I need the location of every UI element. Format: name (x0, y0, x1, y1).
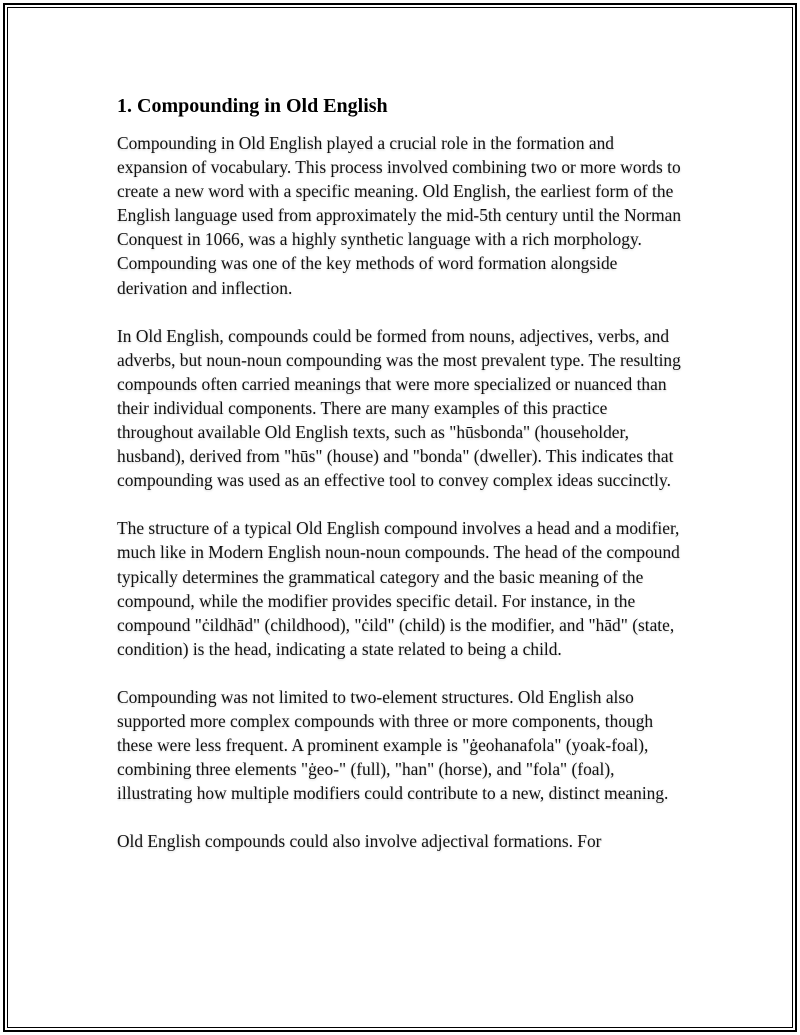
document-body (117, 92, 687, 877)
paragraph-1: Compounding in Old English played a crucial role in the formation and expansion of vocabulary. This process involved combining two or more words to create a new word with a specific meaning. Old English, the earliest form of the English language used from approximately the mid-5th century until the Norman Conquest in 1066, was a highly synthetic language with a rich morphology. Compounding was one of the key methods of word formation alongside derivation and inflection. (117, 133, 682, 298)
paragraph-2: In Old English, compounds could be formed from nouns, adjectives, verbs, and adverbs, but noun-noun compounding was the most prevalent type. The resulting compounds often carried meanings that were more specialized or nuanced than their individual components. There are many examples of this practice throughout available Old English texts, such as "hūsbonda" (householder, husband), derived from "hūs" (house) and "bonda" (dweller). This indicates that compounding was used as an effective tool to convey complex ideas succinctly. (117, 325, 681, 491)
paragraph-5: Old English compounds could also involve adjectival formations. For (117, 831, 602, 852)
paragraph-3: The structure of a typical Old English compound involves a head and a modifier, much like in Modern English noun-noun compounds. The head of the compound typically determines the grammatical category and the basic meaning of the compound, while the modifier provides specific detail. For instance, in the compound "ċildhād" (childhood), "ċild" (child) is the modifier, and "hād" (state, condition) is the head, indicating a state related to being a child. (117, 518, 680, 659)
section-heading: 1. Compounding in Old English (117, 95, 388, 117)
paragraph-4: Compounding was not limited to two-element structures. Old English also supported more complex compounds with three or more components, though these were less frequent. A prominent example is "ġeohanafola" (yoak-foal), combining three elements "ġeo-" (full), "han" (horse), and "fola" (foal), illustrating how multiple modifiers could contribute to a new, distinct meaning. (117, 686, 669, 804)
